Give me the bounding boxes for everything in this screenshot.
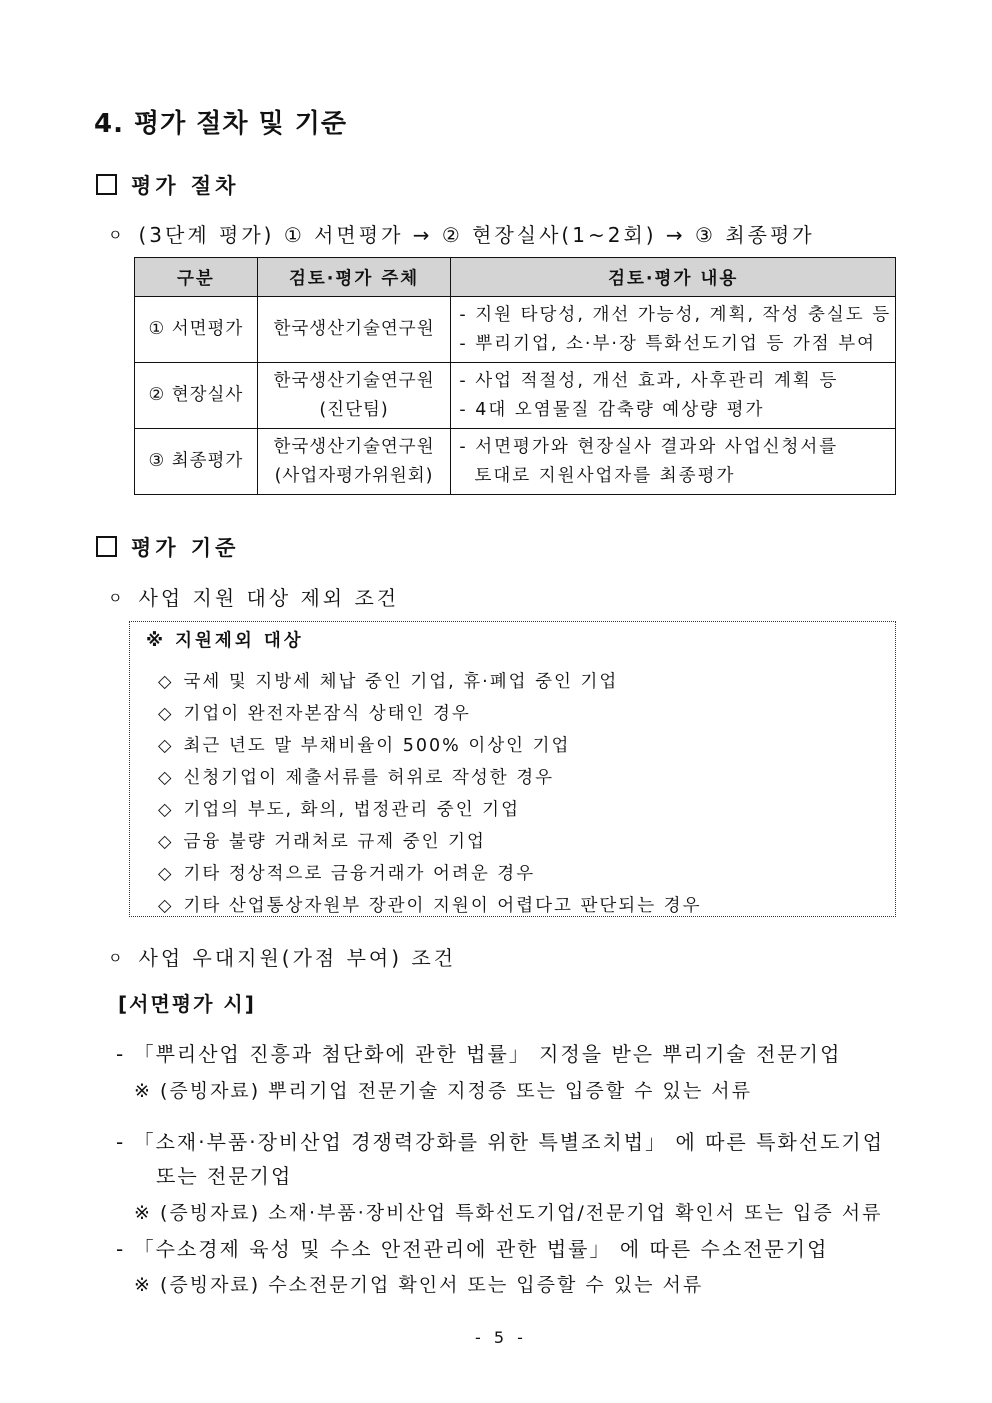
content-cell [451, 297, 896, 363]
diamond-bullet-icon: ◇ [158, 672, 174, 692]
page-number: - 5 - [475, 1328, 527, 1347]
diamond-bullet-icon: ◇ [158, 896, 174, 916]
checkbox-square-icon [96, 174, 117, 195]
table-row [135, 297, 896, 363]
exclusion-label [108, 582, 399, 611]
procedure-summary [108, 219, 815, 248]
preference-label-text: 사업 우대지원(가점 부여) 조건 [138, 946, 457, 970]
list-item-text: 기업이 완전자본잠식 상태인 경우 [183, 704, 471, 724]
content-line: - 뿌리기업, 소·부·장 특화선도기업 등 가점 부여 [459, 333, 877, 354]
preference-label [108, 942, 456, 971]
exclusion-box [129, 621, 896, 917]
list-item [158, 700, 471, 725]
stage-cell: ③ 최종평가 [135, 429, 258, 495]
exclusion-label-text: 사업 지원 대상 제외 조건 [138, 586, 400, 610]
content-line: 토대로 지원사업자를 최종평가 [459, 465, 736, 486]
evidence-note: ※ (증빙자료) 뿌리기업 전문기술 지정증 또는 입증할 수 있는 서류 [134, 1080, 752, 1102]
list-item-text: 금융 불량 거래처로 규제 중인 기업 [183, 832, 486, 852]
subject-line: 한국생산기술연구원 [273, 370, 435, 391]
content-line: - 서면평가와 현장실사 결과와 사업신청서를 [459, 436, 839, 457]
checkbox-square-icon [96, 536, 117, 557]
diamond-bullet-icon: ◇ [158, 768, 174, 788]
content-line: - 지원 타당성, 개선 가능성, 계획, 작성 충실도 등 [459, 304, 892, 325]
table-row [135, 363, 896, 429]
list-item [158, 892, 701, 917]
subject-cell [257, 297, 451, 363]
content-cell [451, 363, 896, 429]
diamond-bullet-icon: ◇ [158, 704, 174, 724]
bullet-circle-icon: ㅇ [108, 589, 123, 607]
bullet-circle-icon: ㅇ [108, 949, 123, 967]
list-item [158, 860, 535, 885]
procedure-heading [96, 170, 239, 200]
evidence-note: ※ (증빙자료) 소재·부품·장비산업 특화선도기업/전문기업 확인서 또는 입증 서류 [134, 1202, 883, 1224]
preference-condition: - 「소재·부품·장비산업 경쟁력강화를 위한 특별조치법」 에 따른 특화선도기업 [116, 1130, 885, 1154]
exclusion-box-title: ※ 지원제외 대상 [146, 631, 304, 651]
list-item [158, 796, 520, 821]
subject-line: (사업자평가위원회) [274, 465, 434, 486]
evidence-note: ※ (증빙자료) 수소전문기업 확인서 또는 입증할 수 있는 서류 [134, 1274, 704, 1296]
list-item-text: 국세 및 지방세 체납 중인 기업, 휴·폐업 중인 기업 [183, 672, 619, 692]
list-item [158, 732, 570, 757]
section-title: 4. 평가 절차 및 기준 [94, 109, 347, 139]
subject-line: (진단팀) [319, 399, 389, 420]
procedure-summary-text: (3단계 평가) ① 서면평가 → ② 현장실사(1~2회) → ③ 최종평가 [138, 223, 815, 247]
list-item [158, 828, 486, 853]
content-line: - 4대 오염물질 감축량 예상량 평가 [459, 399, 765, 420]
list-item-text: 신청기업이 제출서류를 허위로 작성한 경우 [183, 768, 555, 788]
table-header: 검토·평가 내용 [451, 258, 896, 297]
table-row [135, 429, 896, 495]
stage-cell: ② 현장실사 [135, 363, 258, 429]
procedure-heading-label: 평가 절차 [131, 174, 240, 198]
list-item-text: 기타 정상적으로 금융거래가 어려운 경우 [183, 864, 536, 884]
diamond-bullet-icon: ◇ [158, 832, 174, 852]
bullet-circle-icon: ㅇ [108, 226, 123, 244]
preference-condition-continued: 또는 전문기업 [156, 1164, 293, 1188]
preference-condition: - 「뿌리산업 진흥과 첨단화에 관한 법률」 지정을 받은 뿌리기술 전문기업 [116, 1042, 842, 1066]
content-line: - 사업 적절성, 개선 효과, 사후관리 계획 등 [459, 370, 839, 391]
subject-line: 한국생산기술연구원 [273, 436, 435, 457]
list-item [158, 668, 618, 693]
diamond-bullet-icon: ◇ [158, 800, 174, 820]
table-header: 검토·평가 주체 [257, 258, 451, 297]
subject-line: 한국생산기술연구원 [273, 319, 435, 339]
subject-cell [257, 429, 451, 495]
content-cell [451, 429, 896, 495]
list-item-text: 기업의 부도, 화의, 법정관리 중인 기업 [183, 800, 520, 820]
evaluation-table [134, 257, 896, 495]
diamond-bullet-icon: ◇ [158, 864, 174, 884]
document-review-label: [서면평가 시] [118, 992, 256, 1016]
list-item-text: 최근 년도 말 부채비율이 500% 이상인 기업 [183, 736, 571, 756]
criteria-heading [96, 532, 239, 562]
preference-condition: - 「수소경제 육성 및 수소 안전관리에 관한 법률」 에 따른 수소전문기업 [116, 1237, 829, 1261]
list-item [158, 764, 554, 789]
table-header-row [135, 258, 896, 297]
subject-cell [257, 363, 451, 429]
diamond-bullet-icon: ◇ [158, 736, 174, 756]
criteria-heading-label: 평가 기준 [131, 536, 240, 560]
stage-cell: ① 서면평가 [135, 297, 258, 363]
table-header: 구분 [135, 258, 258, 297]
list-item-text: 기타 산업통상자원부 장관이 지원이 어렵다고 판단되는 경우 [183, 896, 702, 916]
